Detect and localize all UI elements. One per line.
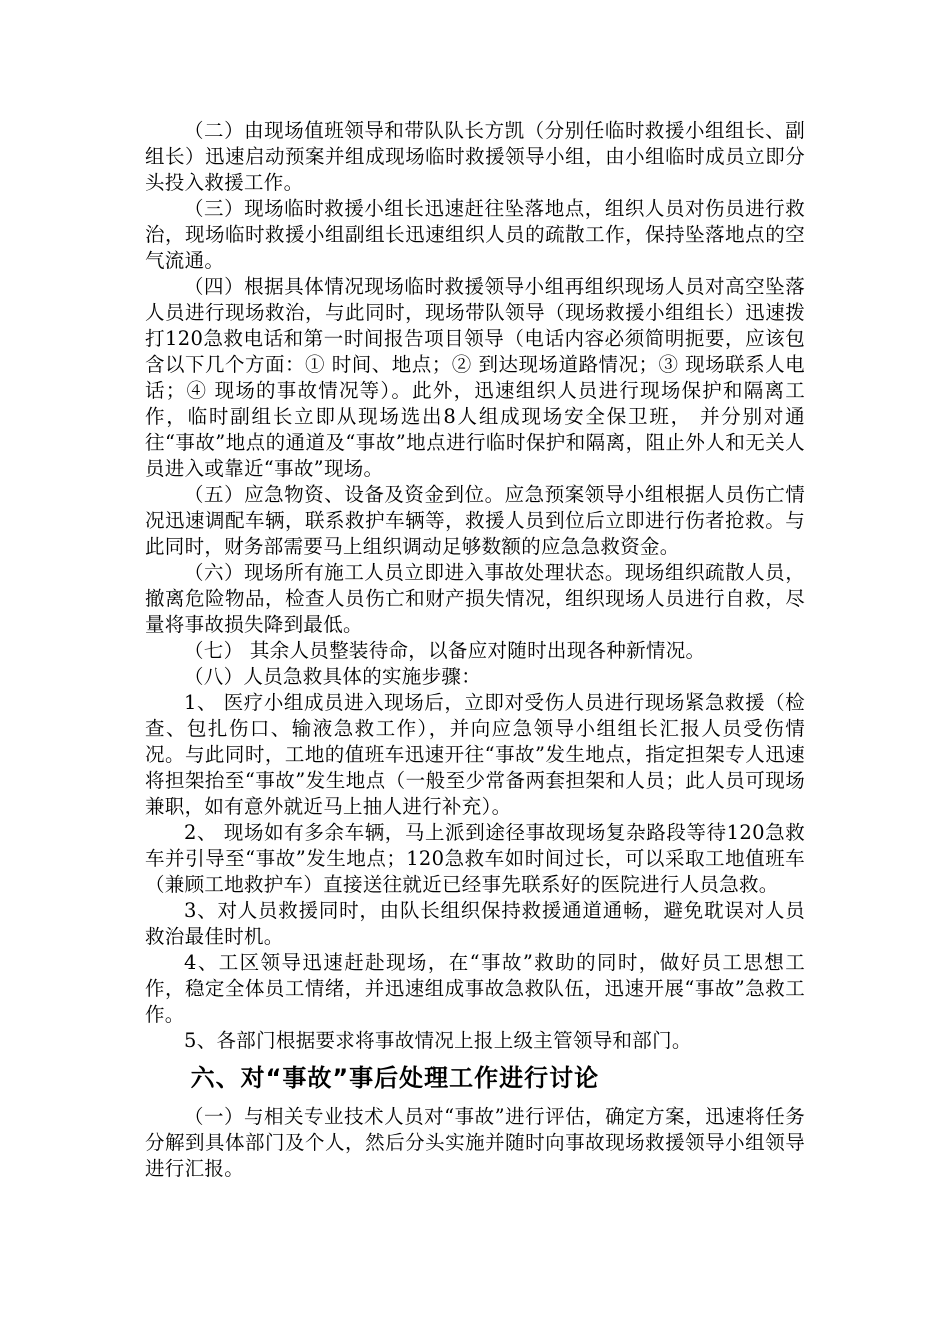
- section-heading: 六、对“事故”事后处理工作进行讨论: [190, 1064, 600, 1092]
- paragraph-6: （六）现场所有施工人员立即进入事故处理状态。现场组织疏散人员，撤离危险物品，检查人员伤亡和财产损失情况，组织现场人员进行自救，尽量将事故损失降到最低。: [145, 561, 805, 636]
- paragraph-5: （五）应急物资、设备及资金到位。应急预案领导小组根据人员伤亡情况迅速调配车辆，联系救护车辆等，救援人员到位后立即进行伤者抢救。与此同时，财务部需要马上组织调动足够数额的应急急救资金。: [145, 483, 805, 558]
- step-1: 1、 医疗小组成员进入现场后，立即对受伤人员进行现场紧急救援（检查、包扎伤口、输液急救工作），并向应急领导小组组长汇报人员受伤情况。与此同时，工地的值班车迅速开往“事故”发生地点，指定担架专人迅速将担架抬至“事故”发生地点（一般至少常备两套担架和人员；此人员可现场兼职，如有意外就近马上抽人进行补充）。: [145, 691, 805, 818]
- paragraph-8: （八）人员急救具体的实施步骤：: [184, 665, 482, 688]
- step-4: 4、工区领导迅速赶赴现场，在“事故”救助的同时，做好员工思想工作，稳定全体员工情绪，并迅速组成事故急救队伍，迅速开展“事故”急救工作。: [145, 951, 805, 1026]
- step-2: 2、 现场如有多余车辆，马上派到途径事故现场复杂路段等待120急救车并引导至“事故”发生地点；120急救车如时间过长，可以采取工地值班车（兼顾工地救护车）直接送往就近已经事先联系好的医院进行人员急救。: [145, 821, 805, 896]
- step-5: 5、各部门根据要求将事故情况上报上级主管领导和部门。: [184, 1029, 692, 1052]
- paragraph-2: （二）由现场值班领导和带队队长方凯（分别任临时救援小组组长、副组长）迅速启动预案并组成现场临时救援领导小组，由小组临时成员立即分头投入救援工作。: [145, 119, 805, 194]
- document-page: [145, 118, 805, 1182]
- section-paragraph-1: （一）与相关专业技术人员对“事故”进行评估，确定方案，迅速将任务分解到具体部门及个人，然后分头实施并随时向事故现场救援领导小组领导进行汇报。: [145, 1105, 805, 1180]
- step-3: 3、对人员救援同时，由队长组织保持救援通道通畅，避免耽误对人员救治最佳时机。: [145, 899, 805, 948]
- paragraph-4: （四）根据具体情况现场临时救援领导小组再组织现场人员对高空坠落人员进行现场救治，与此同时，现场带队领导（现场救援小组组长）迅速拨打120急救电话和第一时间报告项目领导（电话内容必须简明扼要，应该包含以下几个方面：① 时间、地点；② 到达现场道路情况；③ 现场联系人电话；④ 现场的事故情况等）。此外，迅速组织人员进行现场保护和隔离工作，临时副组长立即从现场选出8人组成现场安全保卫班， 并分别对通往“事故”地点的通道及“事故”地点进行临时保护和隔离，阻止外人和无关人员进入或靠近“事故”现场。: [145, 275, 805, 480]
- paragraph-7: （七） 其余人员整装待命，以备应对随时出现各种新情况。: [184, 639, 706, 662]
- paragraph-3: （三）现场临时救援小组长迅速赶往坠落地点，组织人员对伤员进行救治，现场临时救援小组副组长迅速组织人员的疏散工作，保持坠落地点的空气流通。: [145, 197, 805, 272]
